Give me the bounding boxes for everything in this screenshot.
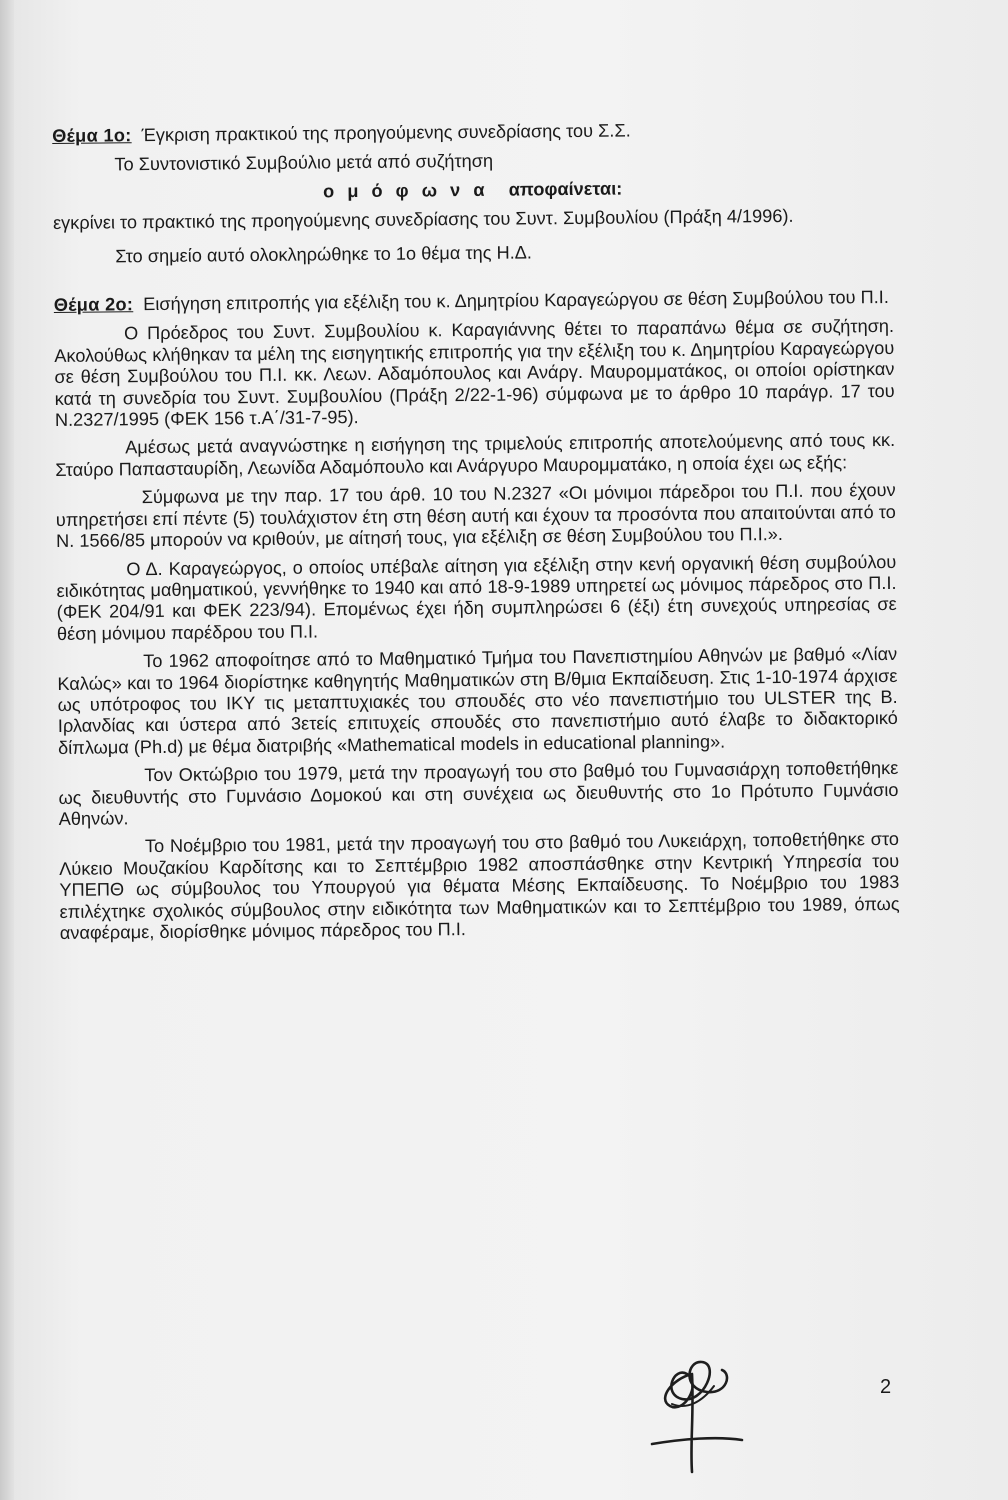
paragraph: Σύμφωνα με την παρ. 17 του άρθ. 10 του Ν.2327 «Οι μόνιμοι πάρεδροι του Π.Ι. που έχουν υπηρετήσει επί πέντε (5) τουλάχιστον έτη στη θέση αυτή και έχουν τα προσόντα που απαιτούνται από το Ν. 1566/85 μπορούν να κριθούν, με αίτησή τους, για εξέλιξη σε θέση Συμβούλου του Π.Ι.».: [55, 480, 896, 552]
topic-2-label: Θέμα 2ο:: [53, 294, 134, 316]
topic-1-label: Θέμα 1ο:: [52, 125, 132, 146]
page-number: 2: [880, 1376, 892, 1398]
paragraph: Το 1962 αποφοίτησε από το Μαθηματικό Τμήμα του Πανεπιστημίου Αθηνών με βαθμό «Λίαν Καλώς» και το 1964 διορίστηκε καθηγητής Μαθηματικών στη Β/θμια Εκπαίδευση. Στις 1-10-1974 άρχισε ως υπότροφος του ΙΚΥ τις μεταπτυχιακές του σπουδές στο νέο πανεπιστήμιο του ULSTER της Β. Ιρλανδίας και ύστερα από 3ετείς επιτυχείς σπουδές στο πανεπιστήμιο αυτό έλαβε το διδακτορικό δίπλωμα (Ph.d) με θέμα διατριβής «Mathematical models in educational planning».: [57, 644, 898, 758]
paragraph: Αμέσως μετά αναγνώστηκε η εισήγηση της τριμελούς επιτροπής αποτελούμενης από τους κκ. Σταύρο Παπασταυρίδη, Λεωνίδα Αδαμόπουλο και Ανάργυρο Μαυρομματάκο, η οποία έχει ως εξής:: [55, 430, 896, 480]
topic-2-heading: [54, 287, 894, 316]
paragraph: Ο Δ. Καραγεώργος, ο οποίος υπέβαλε αίτηση για εξέλιξη στην κενή οργανική θέση συμβούλου ειδικότητας μαθηματικού, γεννήθηκε το 1940 και από 18-9-1989 υπηρετεί ως μόνιμος πάρεδρος στο Π.Ι. (ΦΕΚ 204/91 και ΦΕΚ 223/94). Επομένως έχει ήδη συμπληρώσει 6 (έξι) έτη συνεχούς υπηρεσίας σε θέση μόνιμου παρέδρου του Π.Ι.: [56, 551, 897, 644]
topic-2-title: Εισήγηση επιτροπής για εξέλιξη του κ. Δημητρίου Καραγεώργου σε θέση Συμβούλου του Π.Ι.: [143, 287, 889, 315]
decision-verb: αποφαίνεται:: [508, 178, 623, 200]
page-edge-shadow: [0, 0, 14, 1500]
topic-1-resolution: εγκρίνει το πρακτικό της προηγούμενης συνεδρίασης του Συντ. Συμβουλίου (Πράξη 4/1996).: [52, 206, 794, 234]
decision-word: ο μ ό φ ω ν α: [323, 179, 489, 202]
paragraph: Τον Οκτώβριο του 1979, μετά την προαγωγή του στο βαθμό του Γυμνασιάρχη τοποθετήθηκε ως διευθυντής στο Γυμνάσιο Δομοκού και στη συνέχεια ως διευθυντής στο 1ο Πρότυπο Γυμνάσιο Αθηνών.: [58, 758, 899, 829]
document-body: [52, 110, 900, 951]
topic-1-closing: Στο σημείο αυτό ολοκληρώθηκε το 1ο θέμα της Η.Δ.: [115, 242, 533, 267]
topic-1-title: Έγκριση πρακτικού της προηγούμενης συνεδρίασης του Σ.Σ.: [141, 120, 631, 146]
topic-1-intro: Το Συντονιστικό Συμβούλιο μετά από συζήτηση: [114, 151, 494, 175]
topic-1-heading: [52, 118, 892, 147]
signature-icon: [632, 1344, 752, 1479]
paragraph: Το Νοέμβριο του 1981, μετά την προαγωγή του στο βαθμό του Λυκειάρχη, τοποθετήθηκε στο Λύκειο Μουζακίου Καρδίτσης και το Σεπτέμβριο 1982 αποσπάσθηκε στην Κεντρική Υπηρεσία του ΥΠΕΠΘ ως σύμβουλος του Υπουργού για θέματα Μέσης Εκπαίδευσης. Το Νοέμβριο του 1983 επιλέχτηκε σχολικός σύμβουλος στην ειδικότητα των Μαθηματικών και το Σεπτέμβριο του 1989, όπως αναφέραμε, διορίσθηκε μόνιμος πάρεδρος του Π.Ι.: [59, 829, 900, 943]
paragraph: Ο Πρόεδρος του Συντ. Συμβουλίου κ. Καραγιάννης θέτει το παραπάνω θέμα σε συζήτηση. Ακολούθως κλήθηκαν τα μέλη της εισηγητικής επιτροπής για την εξέλιξη του κ. Δημητρίου Καραγεώργου σε θέση Συμβούλου του Π.Ι. κκ. Λεων. Αδαμόπουλος και Ανάργ. Μαυρομματάκος, οι οποίοι ορίστηκαν κατά τη συνεδρία του Συντ. Συμβουλίου (Πράξη 2/22-1-96) σύμφωνα με το άρθρο 10 παράγρ. 17 του Ν.2327/1995 (ΦΕΚ 156 τ.Α΄/31-7-95).: [54, 316, 895, 431]
decision-line: [53, 176, 893, 205]
